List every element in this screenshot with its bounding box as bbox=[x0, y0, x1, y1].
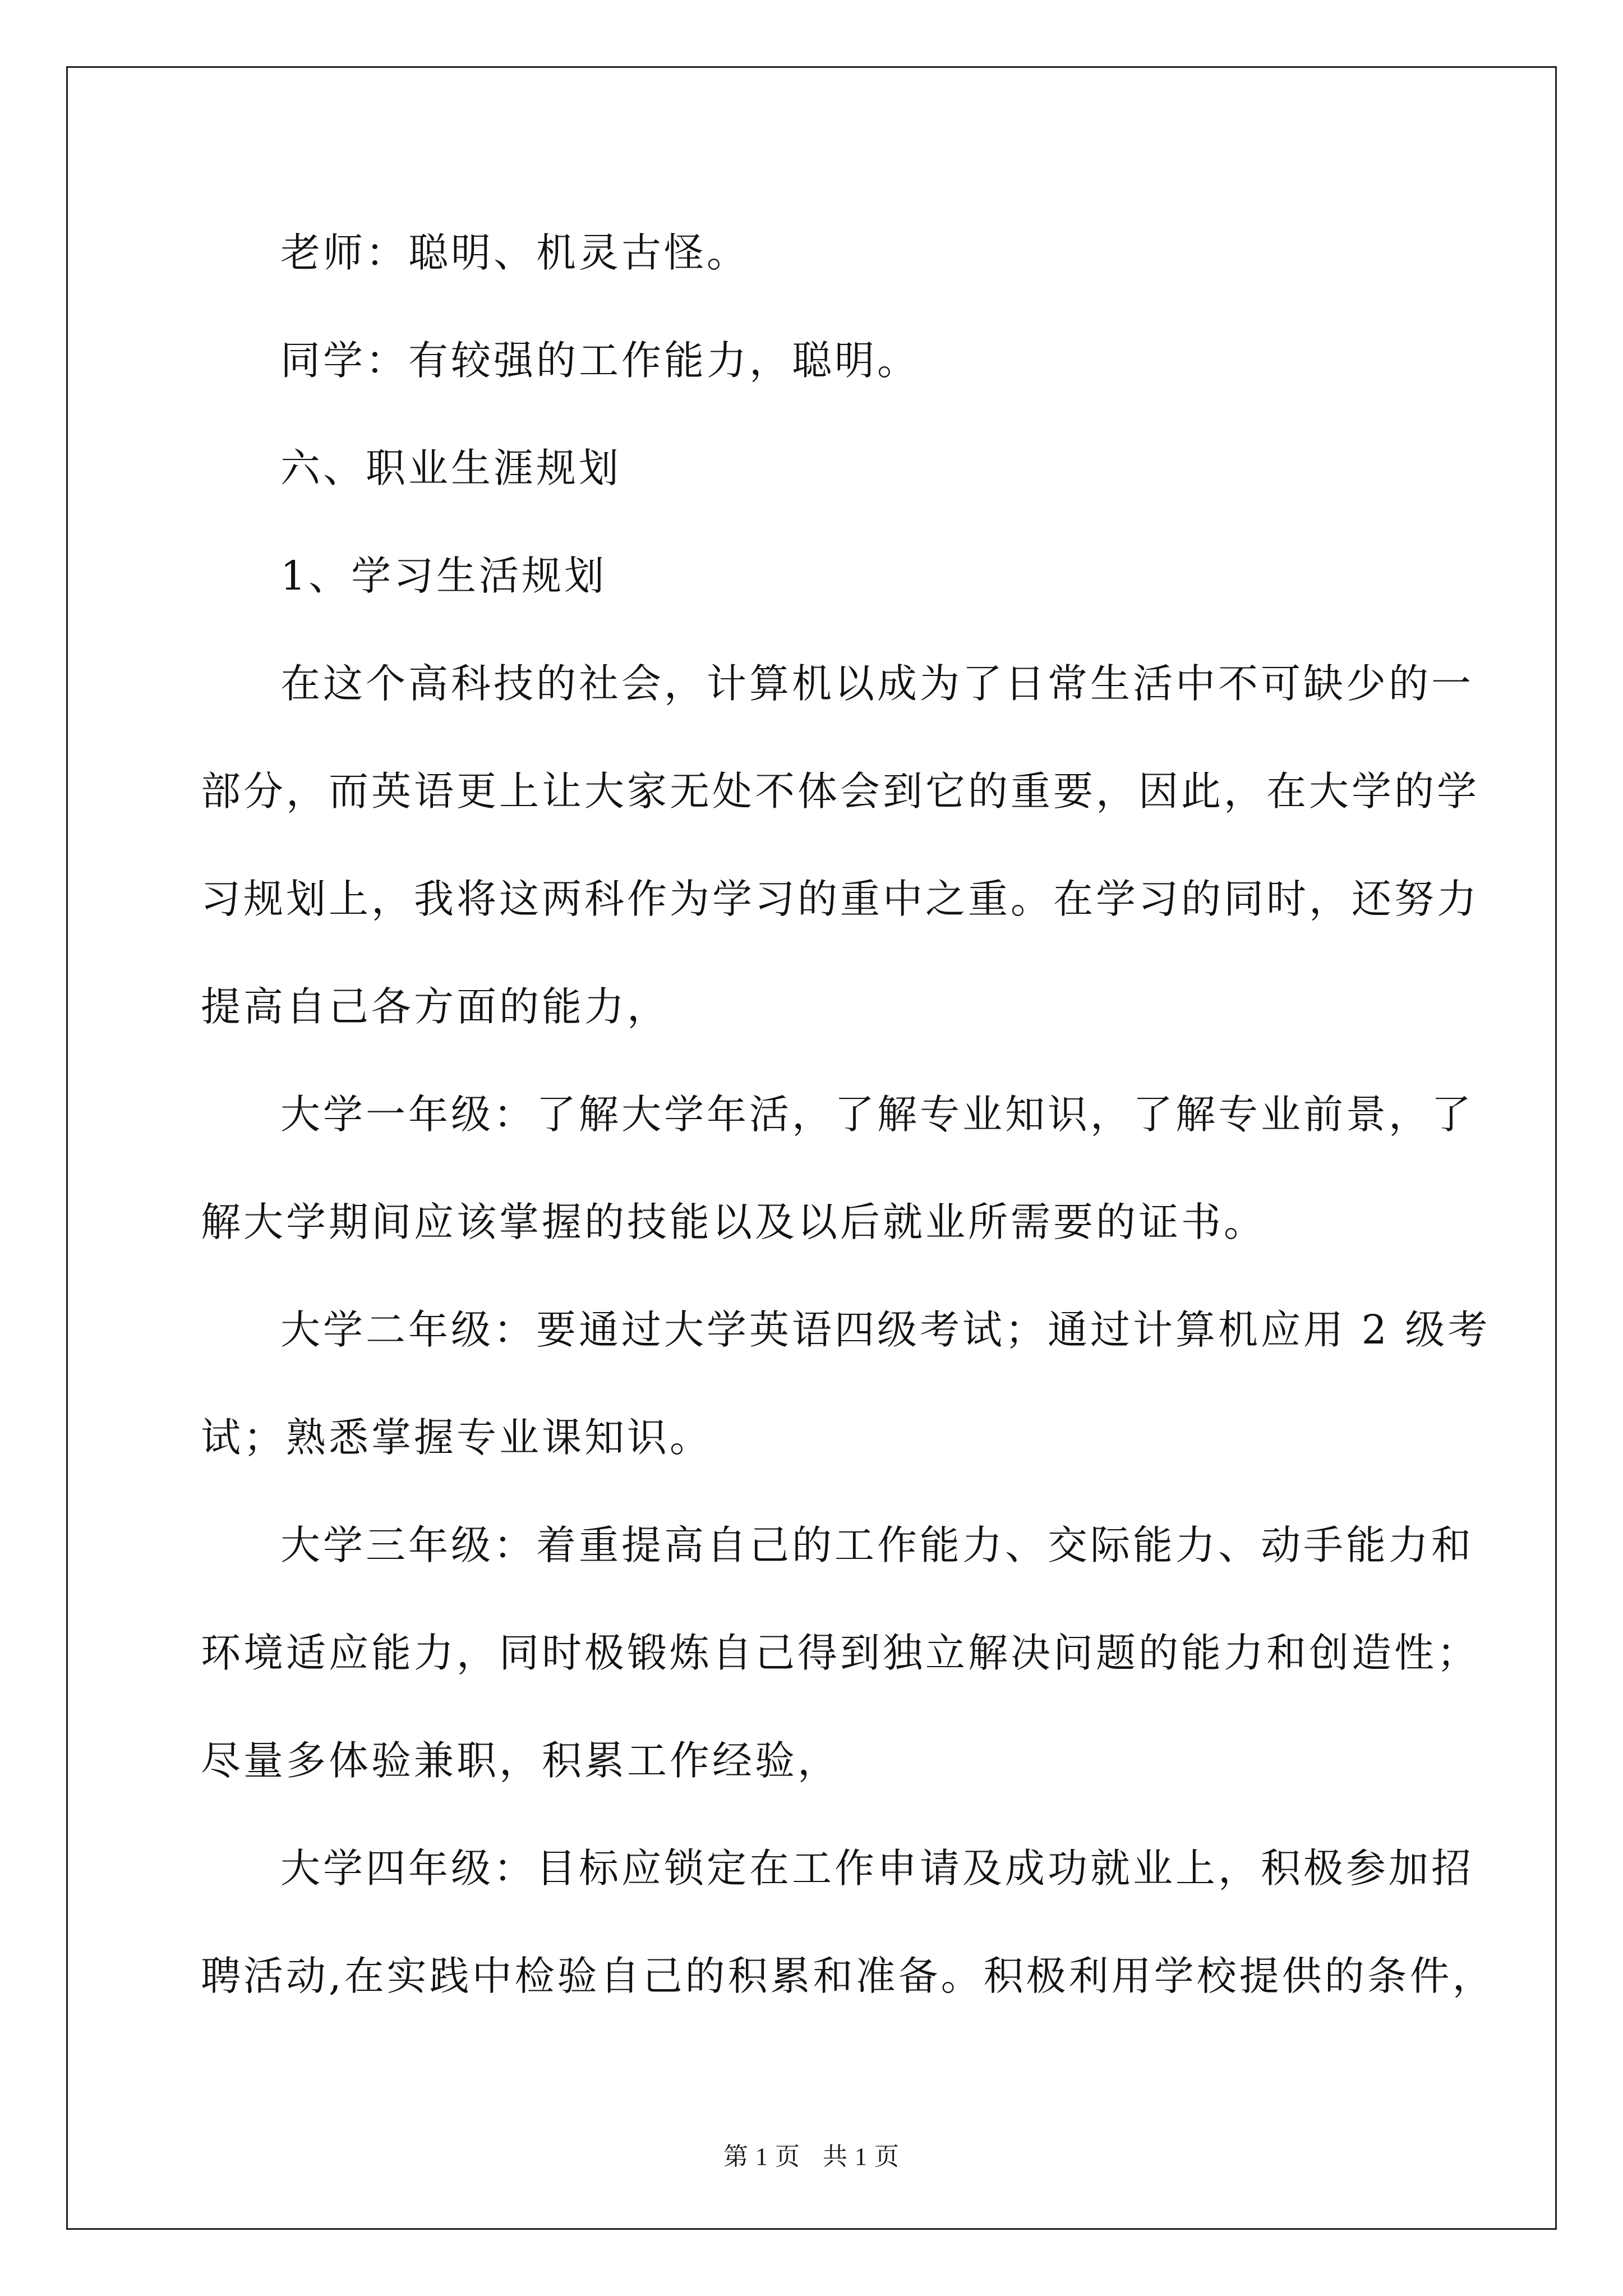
paragraph-line: 尽量多体验兼职，积累工作经验， bbox=[201, 1737, 841, 1784]
page-total: 共 1 页 bbox=[823, 2143, 900, 2170]
paragraph-line: 环境适应能力，同时极锻炼自己得到独立解决问题的能力和创造性； bbox=[201, 1630, 1480, 1676]
paragraph-line: 试；熟悉掌握专业课知识。 bbox=[201, 1414, 713, 1461]
paragraph-line: 同学：有较强的工作能力，聪明。 bbox=[280, 337, 920, 384]
page-border bbox=[66, 66, 1557, 2230]
paragraph-line: 部分，而英语更上让大家无处不体会到它的重要，因此，在大学的学 bbox=[201, 768, 1480, 815]
page-number: 第 1 页 bbox=[723, 2143, 800, 2170]
paragraph-line: 大学一年级：了解大学年活，了解专业知识，了解专业前景，了 bbox=[280, 1091, 1474, 1138]
paragraph-line: 习规划上，我将这两科作为学习的重中之重。在学习的同时，还努力 bbox=[201, 876, 1480, 922]
subsection-heading: 1、学习生活规划 bbox=[280, 553, 607, 599]
section-heading: 六、职业生涯规划 bbox=[280, 445, 622, 491]
paragraph-line: 大学四年级：目标应锁定在工作申请及成功就业上，积极参加招 bbox=[280, 1845, 1474, 1892]
page-footer bbox=[0, 2140, 1623, 2174]
paragraph-line: 解大学期间应该掌握的技能以及以后就业所需要的证书。 bbox=[201, 1199, 1267, 1245]
paragraph-line: 老师：聪明、机灵古怪。 bbox=[280, 229, 750, 276]
paragraph-line: 大学二年级：要通过大学英语四级考试；通过计算机应用 2 级考 bbox=[280, 1306, 1491, 1353]
paragraph-line: 提高自己各方面的能力， bbox=[201, 983, 670, 1030]
paragraph-line: 在这个高科技的社会，计算机以成为了日常生活中不可缺少的一 bbox=[280, 660, 1474, 707]
paragraph-line: 聘活动,在实践中检验自己的积累和准备。积极利用学校提供的条件， bbox=[201, 1953, 1495, 1999]
paragraph-line: 大学三年级：着重提高自己的工作能力、交际能力、动手能力和 bbox=[280, 1522, 1474, 1568]
